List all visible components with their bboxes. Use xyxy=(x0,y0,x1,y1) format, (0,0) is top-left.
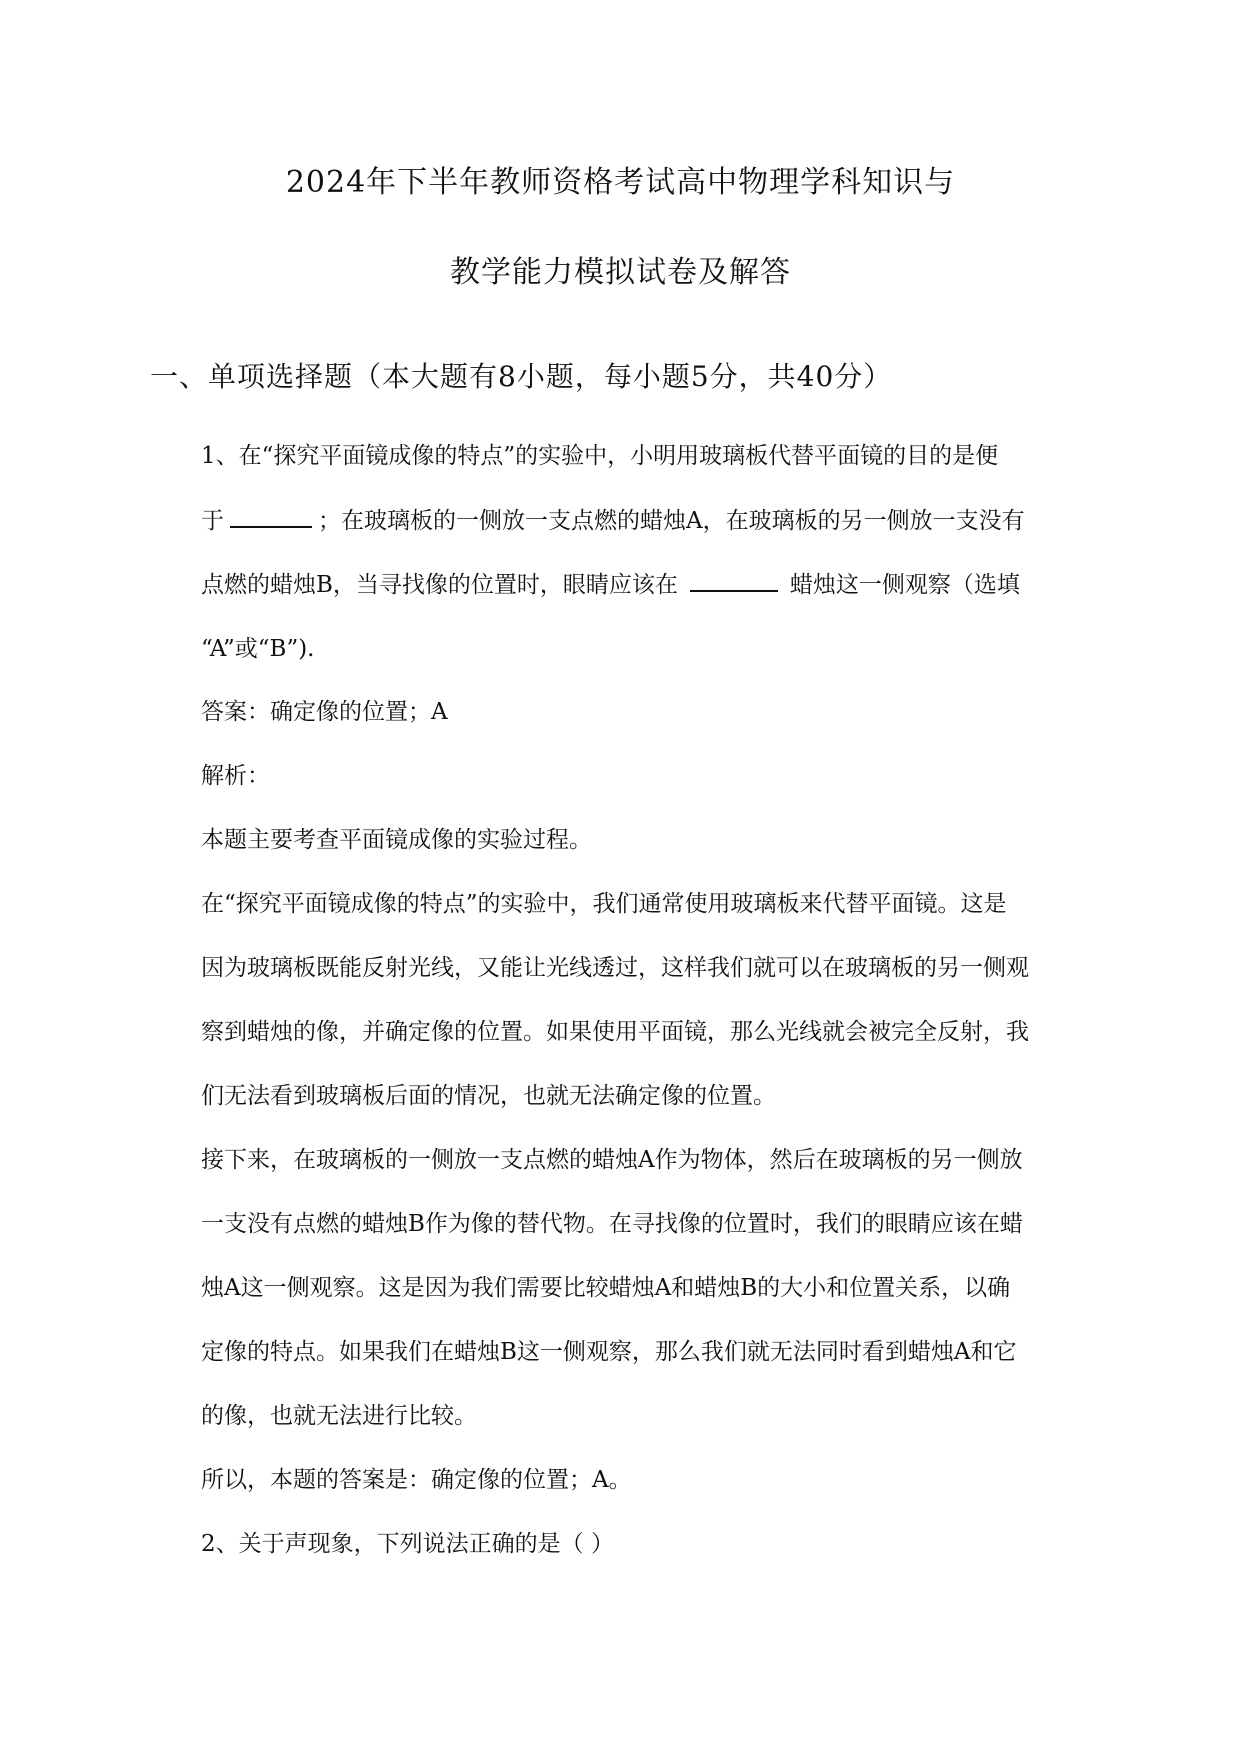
document-title-line-1: 2024年下半年教师资格考试高中物理学科知识与 xyxy=(285,165,956,200)
question-1-line-2 xyxy=(201,502,1025,535)
question-1-line-3-start: 点燃的蜡烛B，当寻找像的位置时，眼睛应该在 xyxy=(201,572,678,598)
analysis-line: 的像，也就无法进行比较。 xyxy=(201,1403,477,1429)
analysis-line: 因为玻璃板既能反射光线，又能让光线透过，这样我们就可以在玻璃板的另一侧观 xyxy=(201,955,1029,981)
analysis-line: 烛A这一侧观察。这是因为我们需要比较蜡烛A和蜡烛B的大小和位置关系，以确 xyxy=(201,1275,1011,1301)
analysis-line: 一支没有点燃的蜡烛B作为像的替代物。在寻找像的位置时，我们的眼睛应该在蜡 xyxy=(201,1211,1023,1237)
analysis-line: 在“探究平面镜成像的特点”的实验中，我们通常使用玻璃板来代替平面镜。这是 xyxy=(201,891,1007,917)
answer-blank-1 xyxy=(230,504,312,528)
analysis-line: 本题主要考查平面镜成像的实验过程。 xyxy=(201,827,592,853)
question-1-line-1: 1、在“探究平面镜成像的特点”的实验中，小明用玻璃板代替平面镜的目的是便 xyxy=(201,443,999,469)
document-title-line-2: 教学能力模拟试卷及解答 xyxy=(450,255,791,290)
question-1-answer: 答案：确定像的位置；A xyxy=(201,699,448,725)
question-1-line-2-start: 于 xyxy=(201,508,224,534)
analysis-line: 们无法看到玻璃板后面的情况，也就无法确定像的位置。 xyxy=(201,1083,776,1109)
analysis-line: 接下来，在玻璃板的一侧放一支点燃的蜡烛A作为物体，然后在玻璃板的另一侧放 xyxy=(201,1147,1023,1173)
answer-blank-2 xyxy=(690,568,778,592)
question-1-line-2-end: ；在玻璃板的一侧放一支点燃的蜡烛A，在玻璃板的另一侧放一支没有 xyxy=(318,508,1025,534)
analysis-line: 定像的特点。如果我们在蜡烛B这一侧观察，那么我们就无法同时看到蜡烛A和它 xyxy=(201,1339,1017,1365)
question-1-line-3-end: 蜡烛这一侧观察（选填 xyxy=(789,572,1020,598)
question-1-line-4: “A”或“B”). xyxy=(201,636,315,662)
question-1-analysis-label: 解析： xyxy=(201,763,270,789)
analysis-line: 察到蜡烛的像，并确定像的位置。如果使用平面镜，那么光线就会被完全反射，我 xyxy=(201,1019,1029,1045)
question-2-line-1: 2、关于声现象，下列说法正确的是（ ） xyxy=(201,1531,614,1557)
analysis-conclusion: 所以，本题的答案是：确定像的位置；A。 xyxy=(201,1467,632,1493)
question-1-line-3 xyxy=(201,566,1020,599)
section-heading: 一、单项选择题（本大题有8小题，每小题5分，共40分） xyxy=(150,360,893,393)
